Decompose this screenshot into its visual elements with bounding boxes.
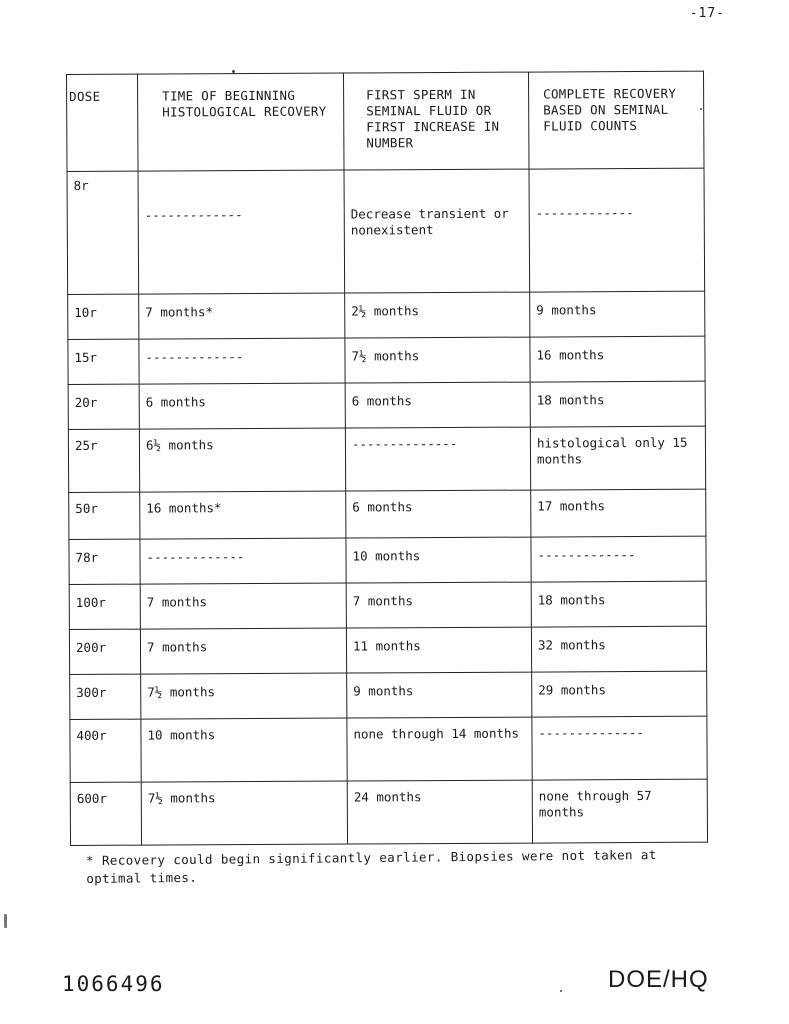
first-sperm-cell: none through 14 months	[347, 717, 532, 781]
first-sperm-cell: --------------	[345, 427, 530, 491]
header-histological-recovery: TIME OF BEGINNING HISTOLOGICAL RECOVERY	[138, 73, 345, 171]
table-row	[68, 336, 705, 384]
table-row	[68, 381, 705, 429]
table-header-row	[67, 71, 704, 171]
complete-recovery-cell: --------------	[532, 716, 707, 780]
header-dose: DOSE	[67, 74, 139, 171]
first-sperm-cell: 6 months	[345, 382, 530, 428]
complete-recovery-cell: 17 months	[531, 489, 706, 537]
histological-cell: 7½ months	[141, 673, 347, 719]
first-sperm-cell: 2½ months	[345, 292, 530, 338]
dose-cell: 78r	[69, 539, 140, 584]
table-row	[70, 671, 707, 719]
first-sperm-cell: 7½ months	[345, 337, 530, 383]
first-sperm-cell: 11 months	[346, 627, 531, 673]
histological-cell: -------------	[140, 538, 346, 584]
doe-hq-stamp: DOE/HQ	[608, 966, 709, 993]
dose-cell: 20r	[68, 384, 139, 429]
complete-recovery-cell: 29 months	[532, 671, 707, 717]
dose-cell: 50r	[69, 492, 140, 539]
histological-cell: 7 months	[140, 628, 346, 674]
table-row	[70, 779, 707, 845]
histological-cell: 7½ months	[141, 781, 347, 845]
dose-cell: 300r	[70, 674, 141, 719]
first-sperm-cell: 24 months	[347, 780, 532, 844]
header-complete-recovery: COMPLETE RECOVERY BASED ON SEMINAL FLUID COUNTS	[528, 71, 704, 169]
dose-cell: 25r	[68, 429, 139, 492]
first-sperm-cell: Decrease transient or nonexistent	[344, 169, 530, 293]
complete-recovery-cell: -------------	[531, 536, 706, 582]
scan-speck	[700, 108, 702, 110]
recovery-table-container	[66, 74, 704, 846]
table-row	[67, 168, 705, 294]
recovery-table	[66, 71, 708, 846]
histological-cell: 7 months	[140, 583, 346, 629]
first-sperm-cell: 10 months	[346, 537, 531, 583]
dose-cell: 15r	[68, 339, 139, 384]
complete-recovery-cell: 18 months	[530, 381, 705, 427]
table-row	[69, 536, 706, 584]
dose-cell: 600r	[70, 782, 141, 845]
table-row	[69, 626, 706, 674]
histological-cell: 7 months*	[139, 293, 345, 339]
scan-speck	[4, 914, 7, 928]
first-sperm-cell: 7 months	[346, 582, 531, 628]
dose-cell: 8r	[67, 171, 139, 294]
dose-cell: 200r	[69, 629, 140, 674]
histological-cell: 6 months	[139, 383, 345, 429]
complete-recovery-cell: 9 months	[530, 291, 705, 337]
histological-cell: -------------	[138, 170, 345, 294]
table-row	[69, 489, 706, 539]
footnote: * Recovery could begin significantly earlier. Biopsies were not taken at optimal times.	[86, 847, 657, 886]
complete-recovery-cell: 32 months	[531, 626, 706, 672]
table-row	[68, 291, 705, 339]
histological-cell: 16 months*	[140, 491, 346, 539]
histological-cell: 10 months	[141, 718, 347, 782]
dose-cell: 100r	[69, 584, 140, 629]
histological-cell: 6½ months	[139, 428, 345, 492]
complete-recovery-cell: none through 57 months	[532, 779, 707, 843]
complete-recovery-cell: histological only 15 months	[530, 426, 705, 490]
table-row	[69, 581, 706, 629]
table-row	[70, 716, 707, 782]
scan-speck	[560, 990, 562, 992]
complete-recovery-cell: 18 months	[531, 581, 706, 627]
histological-cell: -------------	[139, 338, 345, 384]
header-first-sperm: FIRST SPERM IN SEMINAL FLUID OR FIRST INCREASE IN NUMBER	[343, 72, 529, 170]
dose-cell: 400r	[70, 719, 141, 782]
dose-cell: 10r	[68, 294, 139, 339]
scan-speck	[232, 70, 235, 73]
first-sperm-cell: 9 months	[347, 672, 532, 718]
document-number-stamp: 1066496	[62, 972, 165, 996]
page-number: -17-	[689, 6, 725, 21]
complete-recovery-cell: 16 months	[530, 336, 705, 382]
complete-recovery-cell: -------------	[529, 168, 705, 292]
table-row	[68, 426, 705, 492]
first-sperm-cell: 6 months	[346, 490, 531, 538]
